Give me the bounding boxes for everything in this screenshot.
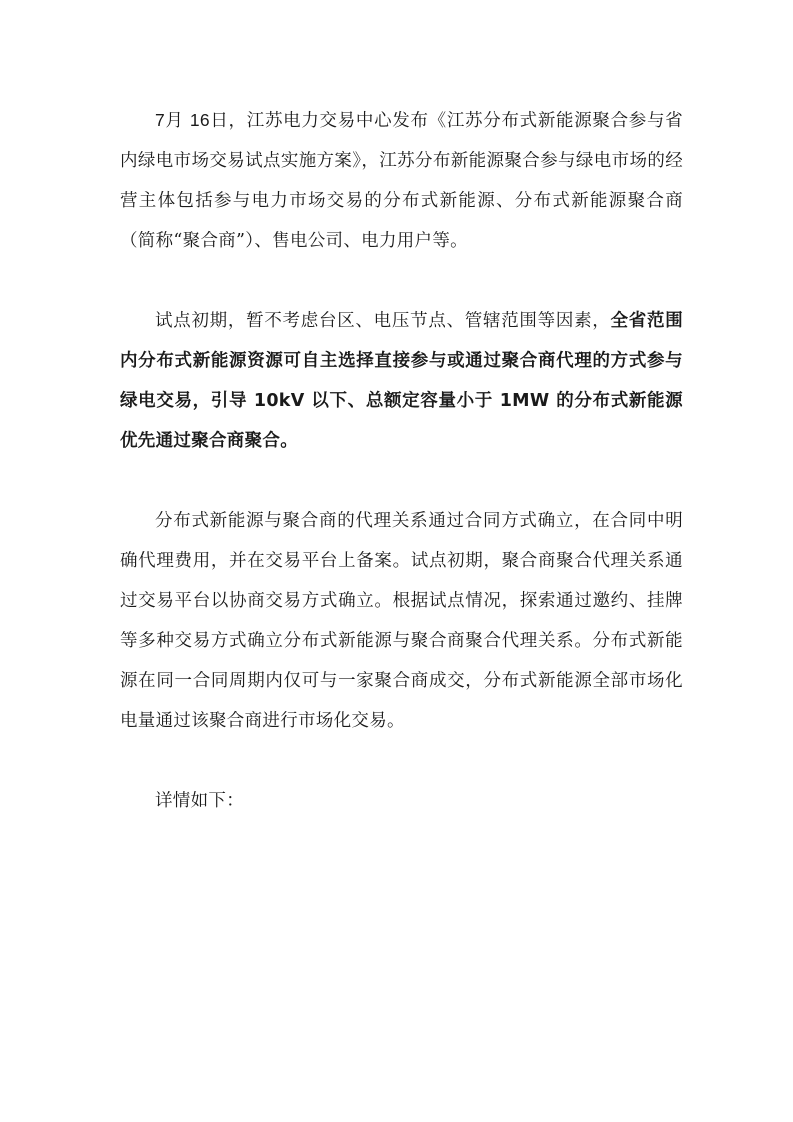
- details-text: 详情如下：: [155, 791, 244, 811]
- date-month-suffix: 月: [165, 111, 190, 131]
- pilot-scope-bold-1: 全省范围内分布式新能源资源可自主选择直接参与或通过聚合商代理的方式参与绿电交易，引导: [120, 311, 683, 411]
- paragraph-gap: [120, 461, 683, 501]
- pilot-scope-bold-2: 以下、总额定容量小于: [304, 391, 500, 411]
- paragraph-pilot-scope: [120, 301, 683, 461]
- date-day: 16: [189, 110, 210, 130]
- paragraph-agency: [120, 501, 683, 741]
- document-page: [120, 100, 683, 821]
- intro-text: 江苏电力交易中心发布《江苏分布式新能源聚合参与省内绿电市场交易试点实施方案》，江苏分布新能源聚合参与绿电市场的经营主体包括参与电力市场交易的分布式新能源、分布式新能源聚合商（简称“聚合商”）、售电公司、电力用户等。: [120, 111, 683, 251]
- pilot-scope-bold-3: 的分布式新能源优先通过聚合商聚合。: [120, 391, 683, 451]
- paragraph-intro: [120, 100, 683, 261]
- pilot-scope-voltage: 10kV: [253, 391, 305, 411]
- paragraph-gap: [120, 261, 683, 301]
- paragraph-gap: [120, 741, 683, 781]
- date-day-suffix: 日，: [209, 111, 247, 131]
- date-month: 7: [155, 110, 166, 130]
- pilot-scope-capacity: 1MW: [499, 391, 550, 411]
- pilot-scope-text: 试点初期，暂不考虑台区、电压节点、管辖范围等因素，: [155, 311, 611, 331]
- paragraph-details: [120, 781, 683, 821]
- agency-text: 分布式新能源与聚合商的代理关系通过合同方式确立，在合同中明确代理费用，并在交易平台上备案。试点初期，聚合商聚合代理关系通过交易平台以协商交易方式确立。根据试点情况，探索通过邀约、挂牌等多种交易方式确立分布式新能源与聚合商聚合代理关系。分布式新能源在同一合同周期内仅可与一家聚合商成交，分布式新能源全部市场化电量通过该聚合商进行市场化交易。: [120, 511, 683, 731]
